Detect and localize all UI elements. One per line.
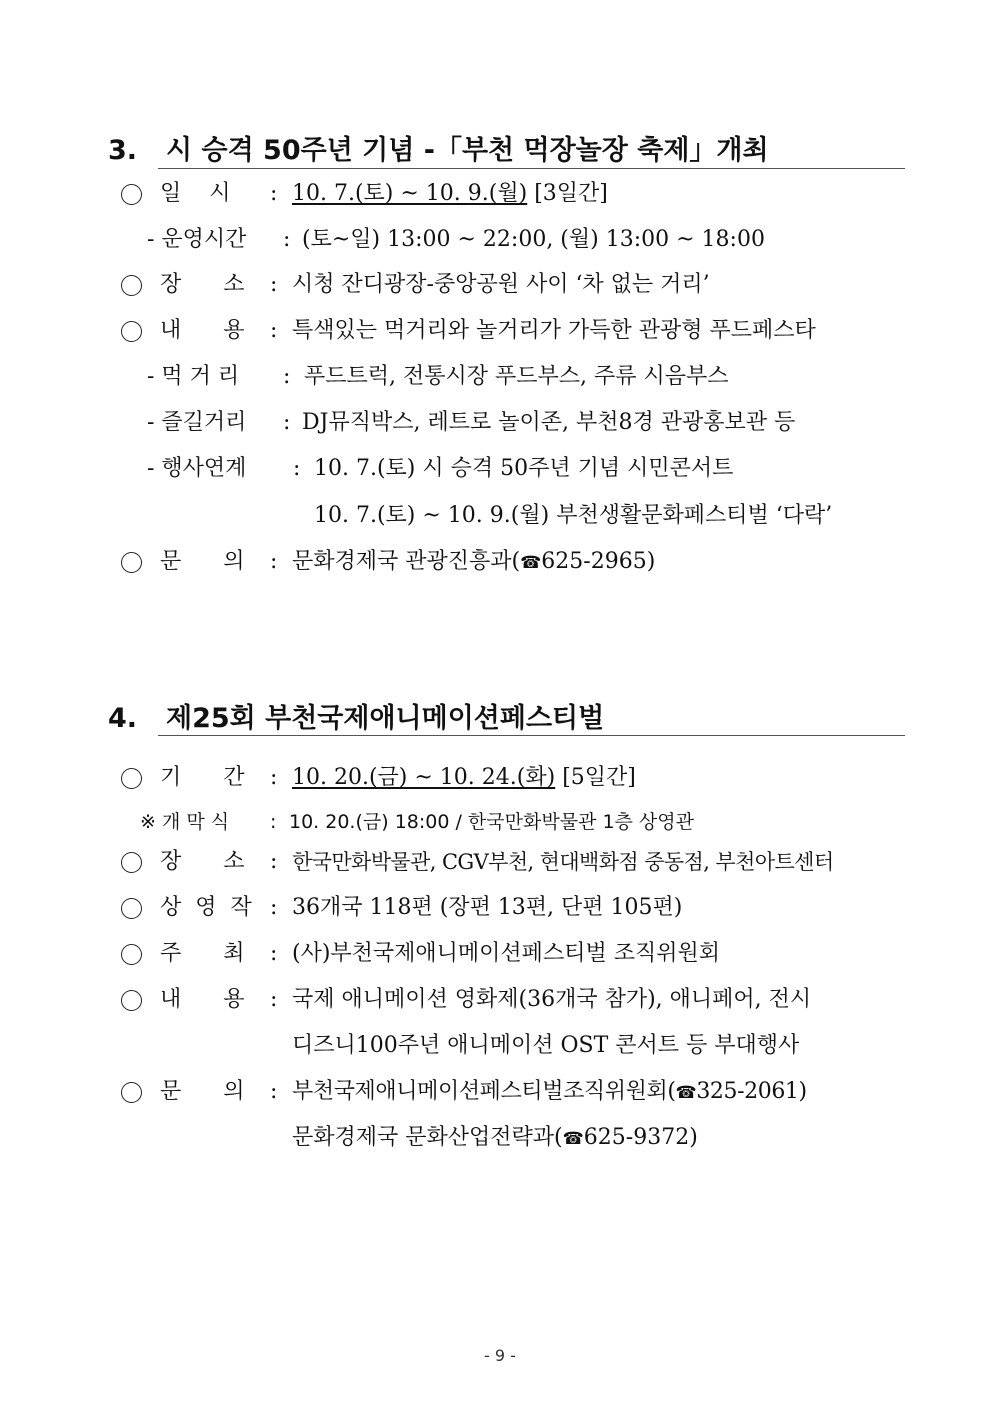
s4-works-label: 상 영 작 [160,895,252,920]
section-4-divider [158,735,905,736]
s4-inquiry-value-1: 부천국제애니메이션페스티벌조직위원회(☎325-2061) [292,1079,807,1104]
s4-opening-label: ※ 개 막 식 [140,811,230,833]
s4-content-label: 내 용 [160,987,245,1012]
s3-place-label: 장 소 [160,272,245,297]
phone-icon: ☎ [520,553,542,573]
colon: : [270,811,277,833]
section-4-title-text: 제25회 부천국제애니메이션페스티벌 [166,703,605,734]
s4-opening-value: 10. 20.(금) 18:00 / 한국만화박물관 1층 상영관 [289,811,694,833]
s3-content-value: 특색있는 먹거리와 놀거리가 가득한 관광형 푸드페스타 [292,318,816,343]
colon: : [283,410,291,435]
circle-bullet-icon [121,990,142,1011]
s4-place-label: 장 소 [160,849,245,874]
circle-bullet-icon [121,944,142,965]
s3-inquiry-label: 문 의 [160,549,245,574]
circle-bullet-icon [121,898,142,919]
section-3-number: 3. [108,135,138,166]
s3-place-value: 시청 잔디광장-중앙공원 사이 ‘차 없는 거리’ [292,272,710,297]
s3-fun-label: - 즐길거리 [147,410,247,435]
colon: : [293,456,301,481]
phone-icon: ☎ [675,1083,697,1103]
section-3-divider [158,168,905,169]
page-number: - 9 - [484,1346,516,1365]
s3-inquiry-value: 문화경제국 관광진흥과(☎625-2965) [292,549,656,574]
s3-fun-value: DJ뮤직박스, 레트로 놀이존, 부천8경 관광홍보관 등 [302,410,796,435]
circle-bullet-icon [121,184,142,205]
circle-bullet-icon [121,768,142,789]
s4-host-label: 주 최 [160,941,245,966]
s3-schedule-label: 일 시 [160,181,231,206]
s4-place-value: 한국만화박물관, CGV부천, 현대백화점 중동점, 부천아트센터 [292,850,834,874]
s4-content-value-2: 디즈니100주년 애니메이션 OST 콘서트 등 부대행사 [292,1033,800,1058]
colon: : [270,941,278,966]
s4-content-value-1: 국제 애니메이션 영화제(36개국 참가), 애니페어, 전시 [292,987,812,1012]
s3-food-label: - 먹 거 리 [147,364,240,389]
colon: : [270,318,278,343]
section-3-title-text: 시 승격 50주년 기념 -「부천 먹장놀장 축제」개최 [166,135,769,166]
colon: : [270,895,278,920]
colon: : [270,1079,278,1104]
colon: : [270,272,278,297]
circle-bullet-icon [121,321,142,342]
s4-inquiry-value-2: 문화경제국 문화산업전략과(☎625-9372) [292,1125,698,1150]
s4-works-value: 36개국 118편 (장편 13편, 단편 105편) [292,895,683,920]
section-4-title [108,696,604,735]
circle-bullet-icon [121,1082,142,1103]
colon: : [270,549,278,574]
circle-bullet-icon [121,852,142,873]
colon: : [270,765,278,790]
section-4-number: 4. [108,703,138,734]
s3-schedule-value: 10. 7.(토) ~ 10. 9.(월) [3일간] [292,181,608,206]
colon: : [270,987,278,1012]
s3-food-value: 푸드트럭, 전통시장 푸드부스, 주류 시음부스 [304,364,729,389]
s3-hours-label: - 운영시간 [147,227,247,252]
section-3-title [108,128,769,167]
s3-events-value-2: 10. 7.(토) ~ 10. 9.(월) 부천생활문화페스티벌 ‘다락’ [314,503,833,528]
circle-bullet-icon [121,275,142,296]
colon: : [270,181,278,206]
s4-inquiry-label: 문 의 [160,1079,245,1104]
phone-icon: ☎ [562,1129,584,1149]
s3-content-label: 내 용 [160,318,245,343]
s3-events-value-1: 10. 7.(토) 시 승격 50주년 기념 시민콘서트 [314,456,734,481]
colon: : [270,849,278,874]
s4-period-label: 기 간 [160,765,245,790]
circle-bullet-icon [121,552,142,573]
colon: : [283,227,291,252]
s4-host-value: (사)부천국제애니메이션페스티벌 조직위원회 [292,941,720,966]
colon: : [283,364,291,389]
s4-period-value: 10. 20.(금) ~ 10. 24.(화) [5일간] [292,765,636,790]
s3-hours-value: (토~일) 13:00 ~ 22:00, (월) 13:00 ~ 18:00 [302,227,765,252]
s3-events-label: - 행사연계 [147,456,247,481]
